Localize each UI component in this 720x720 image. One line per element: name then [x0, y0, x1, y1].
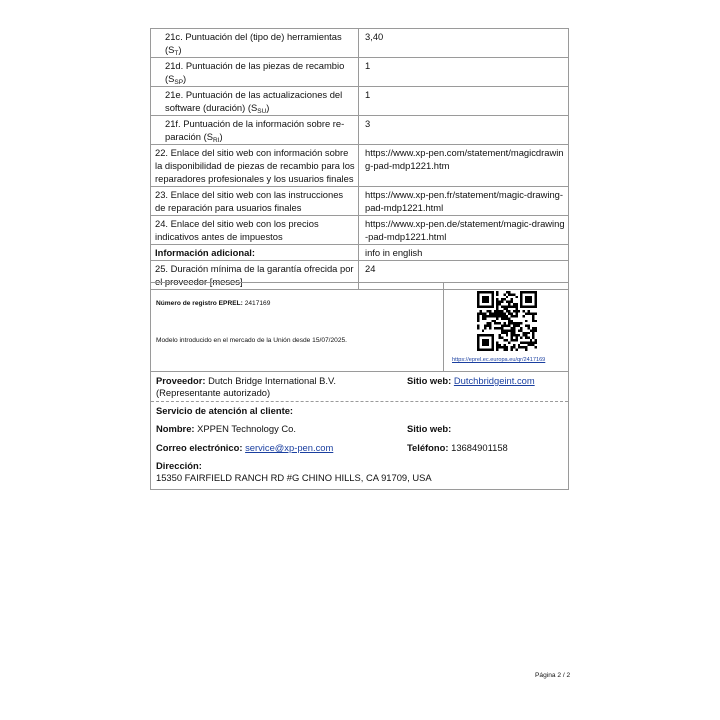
- service-name: [156, 423, 296, 435]
- supplier-name: Dutch Bridge International B.V. (Representante autorizado): [156, 375, 336, 398]
- supplier-website-link[interactable]: Dutchbridgeint.com: [453, 375, 535, 386]
- name-label: Nombre:: [156, 423, 195, 434]
- table-row: [151, 116, 569, 145]
- supplier-website: [407, 375, 535, 387]
- row-label: 21d. Puntuación de las piezas de recambio $(S_{SP})$: [151, 58, 359, 87]
- qr-panel: [443, 283, 569, 371]
- table-row: [151, 87, 569, 116]
- divider: [151, 401, 568, 402]
- service-heading: Servicio de atención al cliente:: [156, 405, 294, 416]
- row-label: 21c. Puntuación del (tipo de) herramientas $(S_T)$: [151, 29, 359, 58]
- supplier-website-label: Sitio web:: [407, 375, 452, 386]
- row-label: 25. Duración mínima de la garantía ofrecida por el proveedor [meses]: [151, 261, 359, 290]
- table-row: [151, 216, 569, 245]
- row-label: 23. Enlace del sitio web con las instrucciones de reparación para usuarios finales: [151, 187, 359, 216]
- supplier-info-box: [150, 282, 569, 490]
- row-label: 24. Enlace del sitio web con los precios indicativos antes de impuestos: [151, 216, 359, 245]
- market-intro-text: Modelo introducido en el mercado de la Unión desde 15/07/2025.: [156, 337, 347, 344]
- phone-label: Teléfono:: [407, 442, 449, 453]
- address-value: 15350 FAIRFIELD RANCH RD #G CHINO HILLS, CA 91709, USA: [156, 472, 432, 483]
- row-value: 1: [359, 87, 569, 116]
- address-label: Dirección:: [156, 460, 202, 471]
- divider: [151, 371, 568, 372]
- table-row: [151, 245, 569, 261]
- table-row: [151, 58, 569, 87]
- row-label: 21e. Puntuación de las actualizaciones del software (duración) $(S_{SU})$: [151, 87, 359, 116]
- row-label: Información adicional:: [151, 245, 359, 261]
- table-row: [151, 29, 569, 58]
- eprel-info: [151, 283, 442, 371]
- page-number: Página 2 / 2: [535, 672, 571, 679]
- prices-link[interactable]: https://www.xp-pen.de/statement/magic-drawing-pad-mdp1221.html: [359, 216, 569, 245]
- row-value: 3,40: [359, 29, 569, 58]
- row-label: 22. Enlace del sitio web con información sobre la disponibilidad de piezas de recambio para los reparadores profesionales y los usuarios finales: [151, 145, 359, 187]
- service-website-label: Sitio web:: [407, 423, 452, 434]
- spare-parts-link[interactable]: https://www.xp-pen.com/statement/magicdrawing-pad-mdp1221.htm: [359, 145, 569, 187]
- email-label: Correo electrónico:: [156, 442, 243, 453]
- eprel-registration: [156, 300, 270, 307]
- qr-code[interactable]: [477, 291, 537, 351]
- row-value: 3: [359, 116, 569, 145]
- table-row: [151, 145, 569, 187]
- specification-table: [150, 28, 569, 290]
- row-value: 1: [359, 58, 569, 87]
- registration-label: Número de registro EPREL:: [156, 300, 243, 307]
- row-value: info in english: [359, 245, 569, 261]
- row-label: 21f. Puntuación de la información sobre re-paración $(S_{RI})$: [151, 116, 359, 145]
- table-row: [151, 187, 569, 216]
- email-link[interactable]: service@xp-pen.com: [245, 442, 334, 453]
- registration-number: 2417169: [244, 300, 271, 307]
- name-value: XPPEN Technology Co.: [197, 423, 296, 434]
- supplier-label: Proveedor:: [156, 375, 206, 386]
- qr-url-link[interactable]: https://eprel.ec.europa.eu/qr/2417169: [452, 357, 546, 363]
- phone-value: 13684901158: [451, 442, 508, 453]
- supplier: [156, 375, 401, 399]
- row-value: 24: [359, 261, 569, 290]
- service-phone: [407, 442, 508, 454]
- repair-instructions-link[interactable]: https://www.xp-pen.fr/statement/magic-drawing-pad-mdp1221.html: [359, 187, 569, 216]
- service-email: [156, 442, 333, 454]
